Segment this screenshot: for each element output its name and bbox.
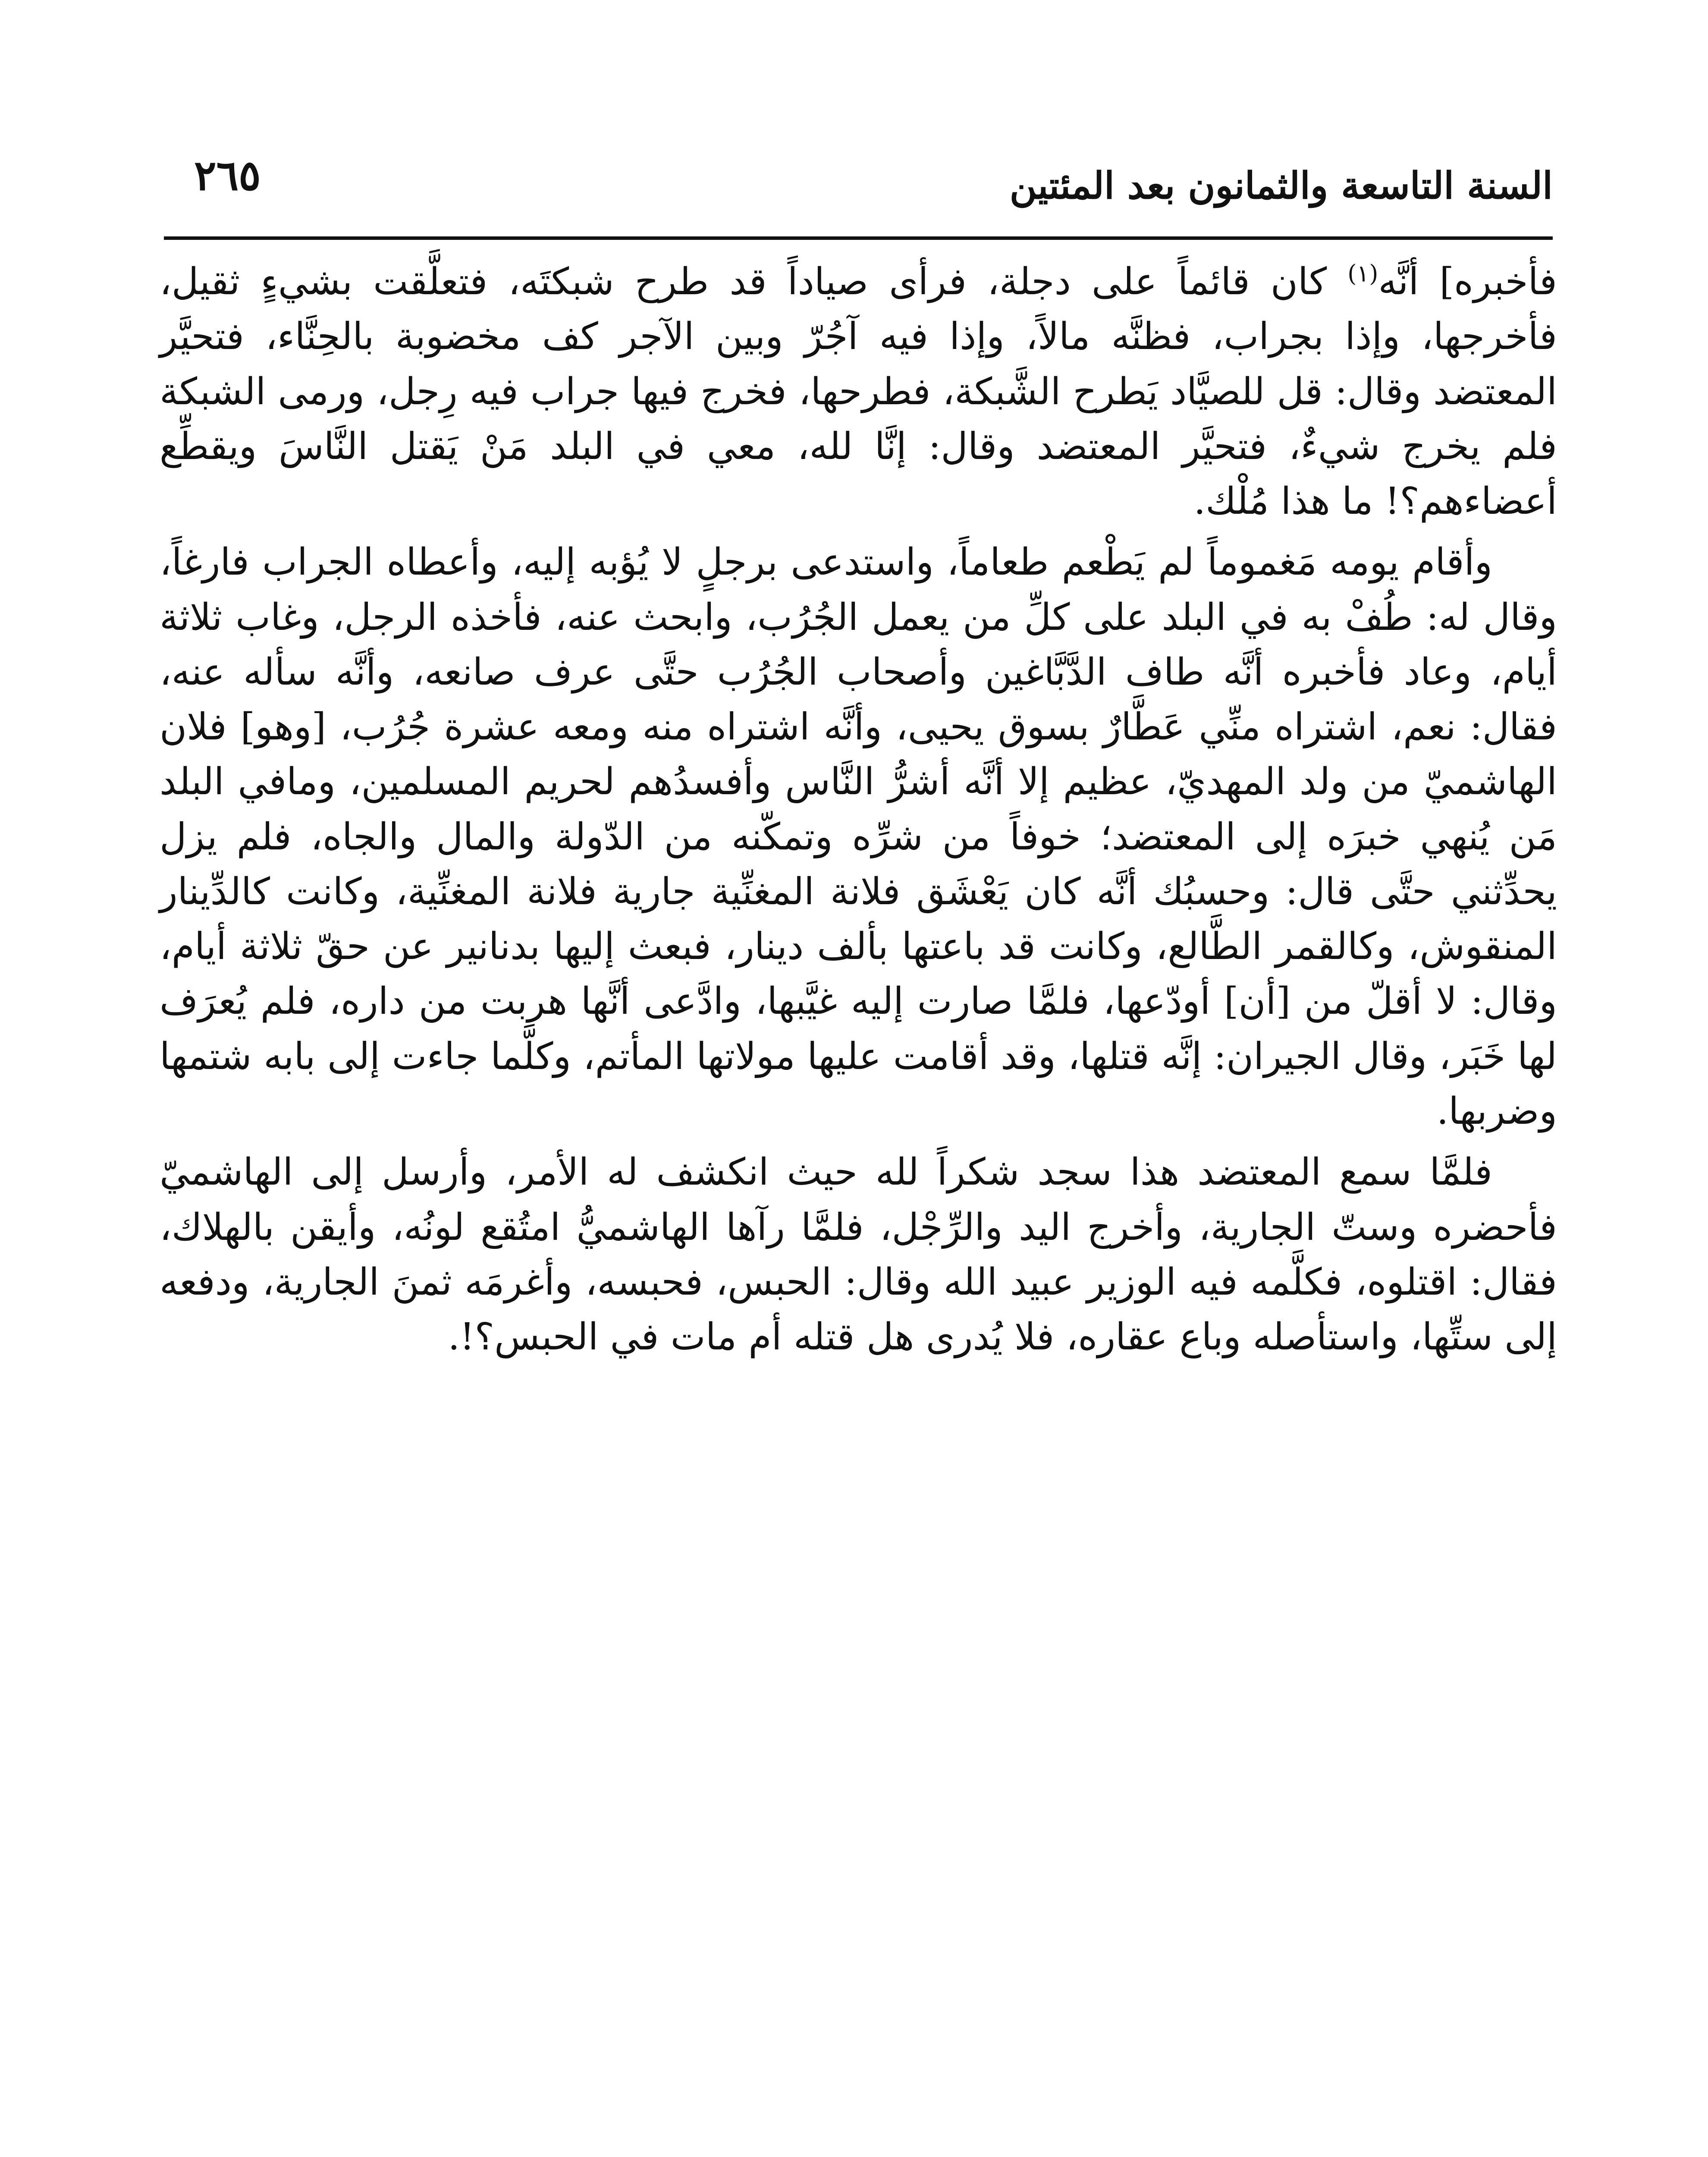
page-number: ٢٦٥: [194, 151, 261, 200]
paragraph-2: وأقام يومه مَغموماً لم يَطْعم طعاماً، واستدعى برجلٍ لا يُؤبه إليه، وأعطاه الجراب فارغاً، وقال له: طُفْ به في البلد على كلِّ من يعمل الجُرُب، وابحث عنه، فأخذه الرجل، وغاب ثلاثة أيام، وعاد فأخبره أنَّه طاف الدَّبَّاغين وأصحاب الجُرُب حتَّى عرف صانعه، وأنَّه سأله عنه، فقال: نعم، اشتراه منِّي عَطَّارٌ بسوق يحيى، وأنَّه اشتراه منه ومعه عشرة جُرُب، [وهو] فلان الهاشميّ من ولد المهديّ، عظيم إلا أنَّه أشرُّ النَّاس وأفسدُهم لحريم المسلمين، ومافي البلد مَن يُنهي خبرَه إلى المعتضد؛ خوفاً من شرِّه وتمكّنه من الدّولة والمال والجاه، فلم يزل يحدِّثني حتَّى قال: وحسبُك أنَّه كان يَعْشَق فلانة المغنِّية جارية فلانة المغنِّية، وكانت كالدِّينار المنقوش، وكالقمر الطَّالع، وكانت قد باعتها بألف دينار، فبعث إليها بدنانير عن حقّ ثلاثة أيام، وقال: لا أقلّ من [أن] أودّعها، فلمَّا صارت إليه غيَّبها، وادَّعى أنَّها هربت من داره، فلم يُعرَف لها خَبَر، وقال الجيران: إنَّه قتلها، وقد أقامت عليها مولاتها المأتم، وكلَّما جاءت إلى بابه شتمها وضربها.: [160, 541, 1557, 1133]
main-text: [160, 255, 1557, 1365]
footnote-ref: (١): [1347, 260, 1378, 287]
paragraph-1: [160, 255, 1557, 529]
paragraph-1-text: كان قائماً على دجلة، فرأى صياداً قد طرح شبكتَه، فتعلَّقت بشيءٍ ثقيل، فأخرجها، وإذا بجراب، فظنَّه مالاً، وإذا فيه آجُرّ وبين الآجر كف مخضوبة بالحِنَّاء، فتحيَّر المعتضد وقال: قل للصيَّاد يَطرح الشَّبكة، فطرحها، فخرج فيها جراب فيه رِجل، ورمى الشبكة فلم يخرج شيءٌ، فتحيَّر المعتضد وقال: إنَّا لله، معي في البلد مَنْ يَقتل النَّاسَ ويقطِّع أعضاءهم؟! ما هذا مُلْك.: [160, 260, 1557, 523]
paragraph-3: فلمَّا سمع المعتضد هذا سجد شكراً لله حيث انكشف له الأمر، وأرسل إلى الهاشميّ فأحضره وستّ الجارية، وأخرج اليد والرِّجْل، فلمَّا رآها الهاشميُّ امتُقع لونُه، وأيقن بالهلاك، فقال: اقتلوه، فكلَّمه فيه الوزير عبيد الله وقال: الحبس، فحبسه، وأغرمَه ثمنَ الجارية، ودفعه إلى ستِّها، واستأصله وباع عقاره، فلا يُدرى هل قتله أم مات في الحبس؟!.: [160, 1151, 1557, 1359]
running-header: [164, 138, 1553, 224]
header-rule: [164, 236, 1553, 240]
paragraph-1-lead: فأخبره] أنَّه: [1378, 260, 1557, 303]
running-title: السنة التاسعة والثمانون بعد المئتين: [1009, 164, 1553, 208]
